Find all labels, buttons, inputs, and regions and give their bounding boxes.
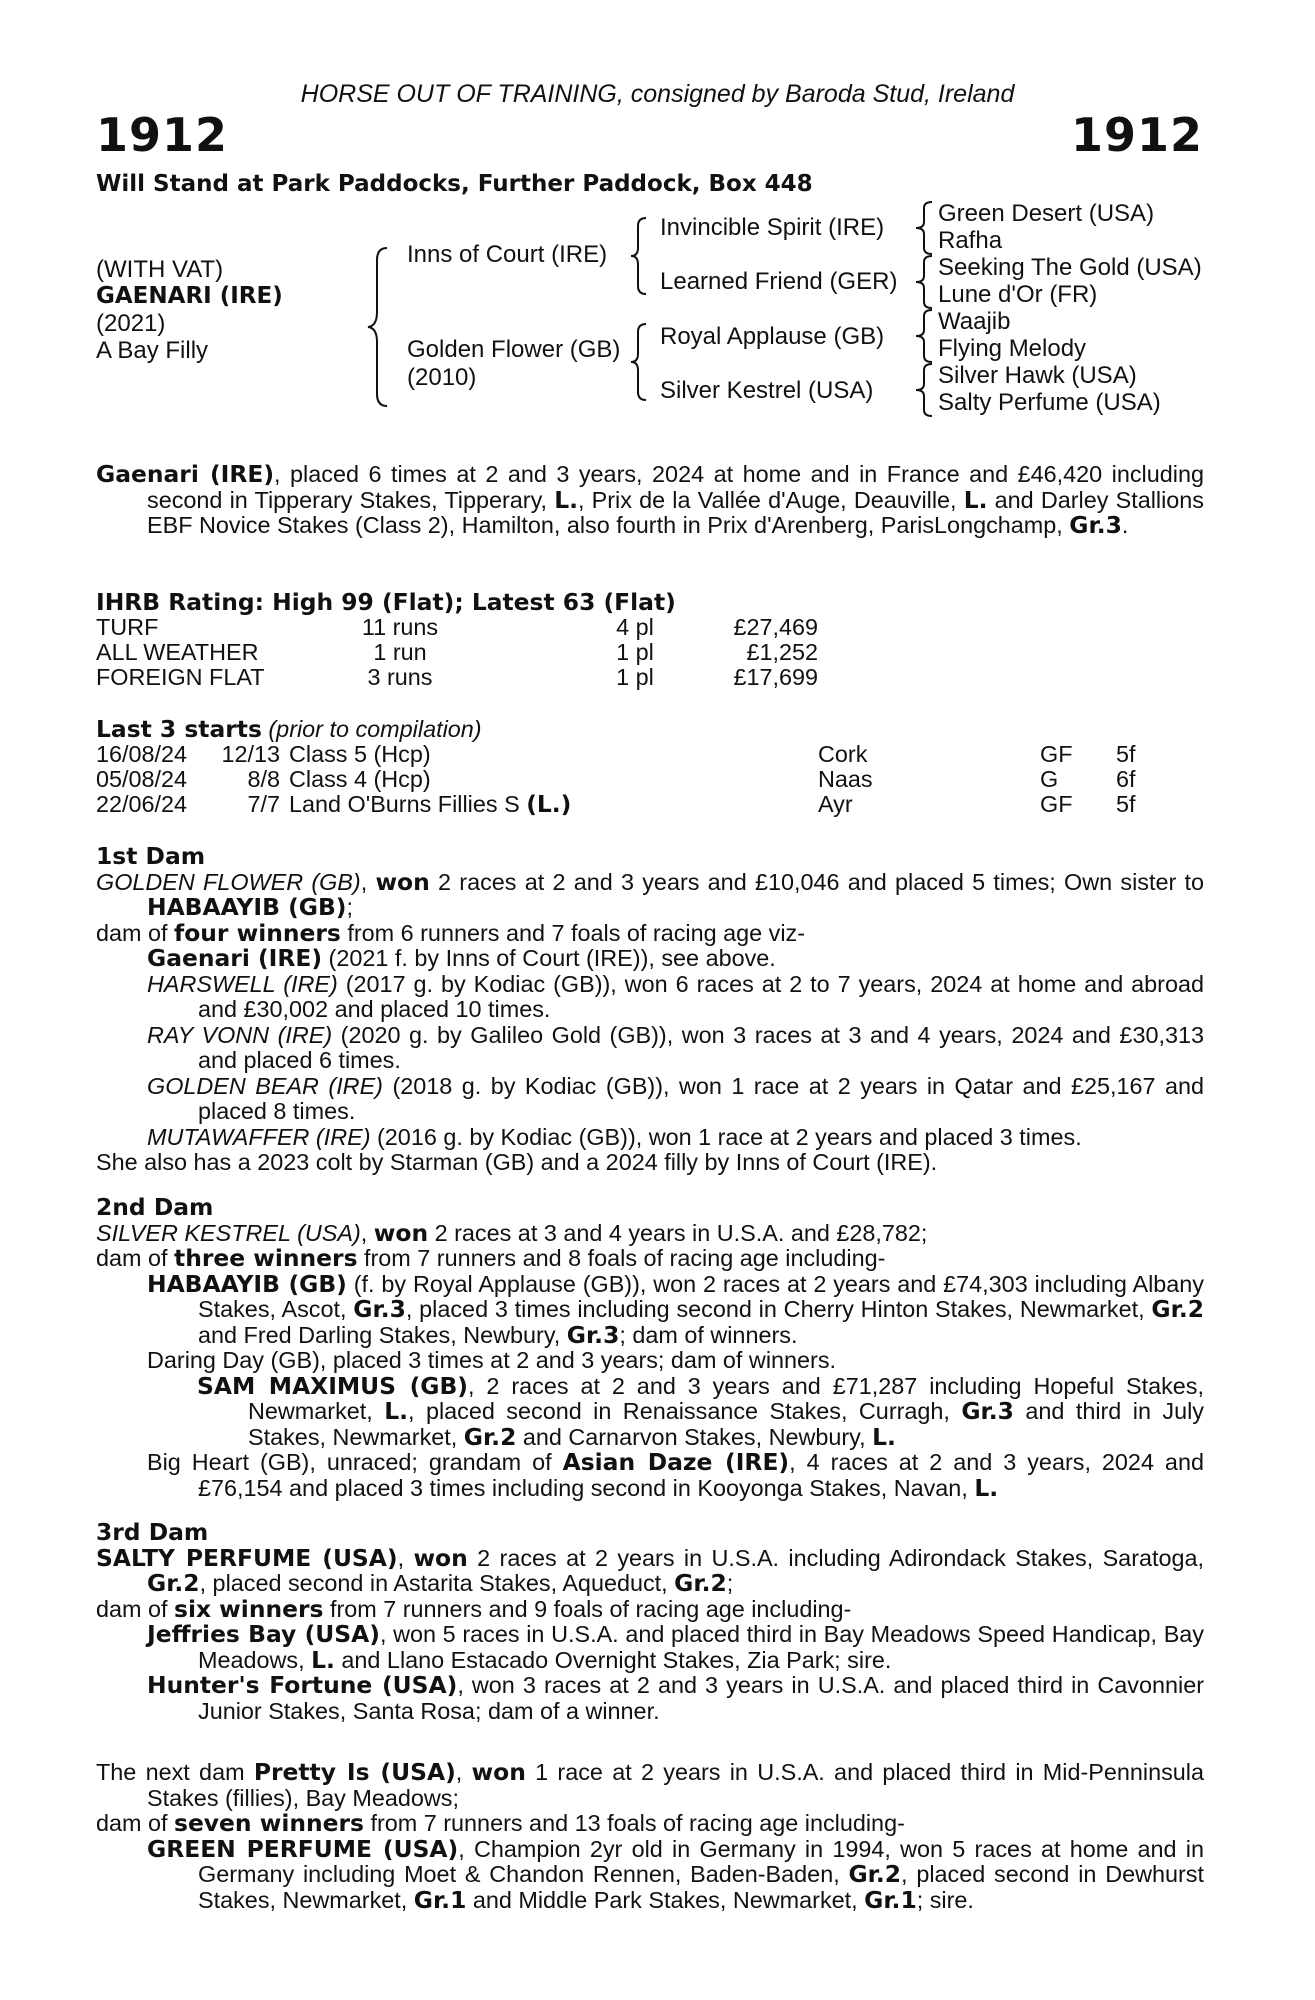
sire-dam: Learned Friend (GER) — [660, 268, 898, 295]
rating-title: IHRB Rating: High 99 (Flat); Latest 63 (Flat) — [96, 588, 676, 616]
list-item: Jeffries Bay (USA), won 5 races in U.S.A. and placed third in Bay Meadows Speed Handicap, Bay Meadows, L. and Llano Estacado Overnight Stakes, Zia Park; sire. — [147, 1620, 1204, 1674]
consignment-note: HORSE OUT OF TRAINING, consigned by Baroda Stud, Ireland — [300, 80, 1015, 108]
start-course: Naas — [818, 766, 873, 792]
horse-year: (2021) — [96, 310, 166, 337]
start-race: Class 5 (Hcp) — [289, 741, 431, 767]
starts-title: Last 3 starts (prior to compilation) — [96, 715, 482, 743]
dam-name: Golden Flower (GB) — [407, 336, 621, 363]
list-item: MUTAWAFFER (IRE) (2016 g. by Kodiac (GB)), won 1 race at 2 years and placed 3 times. — [147, 1123, 1082, 1150]
first-dam-name: GOLDEN FLOWER (GB) — [96, 868, 361, 895]
list-item: HABAAYIB (GB) (f. by Royal Applause (GB)), won 2 races at 2 years and £74,303 including Albany Stakes, Ascot, Gr.3, placed 3 times including second in Cherry Hinton Stakes, Newmarket, Gr.2 and Fred Darling Stakes, Newbury, Gr.3; dam of winners. — [147, 1269, 1204, 1349]
sire-name: Inns of Court (IRE) — [407, 241, 608, 268]
list-item: Gaenari (IRE) (2021 f. by Inns of Court (IRE)), see above. — [147, 944, 776, 972]
ggp-5: Waajib — [938, 308, 1011, 335]
ggp-6: Flying Melody — [938, 335, 1087, 362]
summary-horse-name: Gaenari (IRE) — [96, 460, 275, 488]
third-dam-heading: 3rd Dam — [96, 1518, 209, 1546]
first-dam-heading: 1st Dam — [96, 842, 206, 870]
brace-g2 — [912, 254, 936, 310]
start-going: GF — [1040, 791, 1073, 817]
list-item: HARSWELL (IRE) (2017 g. by Kodiac (GB)), won 6 races at 2 to 7 years, 2024 at home and abroad and £30,002 and placed 10 times. — [147, 970, 1204, 1022]
ggp-3: Seeking The Gold (USA) — [938, 254, 1202, 281]
horse-description: A Bay Filly — [96, 337, 209, 364]
brace-g1 — [912, 200, 936, 256]
list-item: Daring Day (GB), placed 3 times at 2 and 3 years; dam of winners. — [147, 1347, 837, 1373]
dam-sire: Royal Applause (GB) — [660, 323, 885, 350]
lot-number-left: 1912 — [96, 108, 229, 162]
rating-surface: FOREIGN FLAT — [96, 664, 265, 690]
dam-dam: Silver Kestrel (USA) — [660, 377, 874, 404]
sire-brace — [628, 216, 650, 296]
list-item: GREEN PERFUME (USA), Champion 2yr old in Germany in 1994, won 5 races at home and in Germany including Moet & Chandon Rennen, Baden-Baden, Gr.2, placed second in Dewhurst Stakes, Newmarket, Gr.1 and Middle Park Stakes, Newmarket, Gr.1; sire. — [147, 1834, 1204, 1914]
start-date: 22/06/24 — [96, 791, 188, 817]
start-going: GF — [1040, 741, 1073, 767]
start-distance: 5f — [1116, 791, 1136, 817]
next-dam-name: Pretty Is (USA) — [253, 1758, 456, 1786]
horse-name: GAENARI (IRE) — [96, 283, 283, 309]
list-item: Hunter's Fortune (USA), won 3 races at 2 and 3 years in U.S.A. and placed third in Cavonnier Junior Stakes, Santa Rosa; dam of a winner. — [147, 1671, 1204, 1724]
rating-placed: 1 pl — [616, 664, 654, 690]
rating-placed: 1 pl — [616, 639, 654, 665]
ggp-8: Salty Perfume (USA) — [938, 389, 1161, 416]
start-position: 7/7 — [247, 791, 280, 817]
third-dam-name: SALTY PERFUME (USA) — [96, 1543, 398, 1572]
list-item: RAY VONN (IRE) (2020 g. by Galileo Gold (GB)), won 3 races at 3 and 4 years, 2024 and £30,313 and placed 6 times. — [147, 1021, 1204, 1073]
second-dam-name: SILVER KESTREL (USA) — [96, 1219, 361, 1246]
ggp-4: Lune d'Or (FR) — [938, 281, 1098, 308]
third-dam-section: 3rd Dam SALTY PERFUME (USA), won 2 races at 2 years in U.S.A. including Adirondack Stakes, Saratoga, Gr.2, placed second in Astarita Stakes, Aqueduct, Gr.2; dam of six winners from 7 runners and 9 foals of racing age including- Jeffries Bay (USA), won 5 races in U.S.A. and placed third in Bay Meadows Speed Handicap, Bay Meadows, L. and Llano Estacado Overnight Stakes, Zia Park; sire. Hunter's Fortune (USA), won 3 races at 2 and 3 years in U.S.A. and placed third in Cavonnier Junior Stakes, Santa Rosa; dam of a winner. — [96, 1518, 1205, 1724]
start-date: 05/08/24 — [96, 766, 188, 792]
rating-runs: 1 run — [373, 639, 427, 665]
rating-runs: 3 runs — [367, 664, 433, 690]
pedigree-main-brace — [363, 246, 393, 408]
dam-year: (2010) — [407, 364, 477, 391]
race-summary: Gaenari (IRE), placed 6 times at 2 and 3 years, 2024 at home and in France and £46,420 including second in Tipperary Stakes, Tipperary, L., Prix de la Vallée d'Auge, Deauville, L. and Darley Stallions EBF Novice Stakes (Class 2), Hamilton, also fourth in Prix d'Arenberg, ParisLongchamp, Gr.3. — [96, 460, 1204, 539]
start-position: 8/8 — [247, 766, 280, 792]
ggp-2: Rafha — [938, 227, 1003, 254]
list-item: Big Heart (GB), unraced; grandam of Asian Daze (IRE), 4 races at 2 and 3 years, 2024 and £76,154 and placed 3 times including second in Kooyonga Stakes, Navan, L. — [147, 1448, 1204, 1502]
sire-sire: Invincible Spirit (IRE) — [660, 214, 885, 241]
start-course: Ayr — [818, 791, 853, 817]
start-course: Cork — [818, 741, 868, 767]
rating-earnings: £17,699 — [733, 664, 818, 690]
rating-runs: 11 runs — [361, 614, 439, 640]
start-date: 16/08/24 — [96, 741, 188, 767]
list-item: GOLDEN BEAR (IRE) (2018 g. by Kodiac (GB)), won 1 race at 2 years in Qatar and £25,167 and placed 8 times. — [147, 1072, 1205, 1124]
start-race: Class 4 (Hcp) — [289, 766, 431, 792]
list-item: SAM MAXIMUS (GB), 2 races at 2 and 3 years and £71,287 including Hopeful Stakes, Newmarket, L., placed second in Renaissance Stakes, Curragh, Gr.3 and third in July Stakes, Newmarket, Gr.2 and Carnarvon Stakes, Newbury, L. — [197, 1371, 1204, 1451]
rating-surface: TURF — [96, 614, 159, 640]
second-dam-heading: 2nd Dam — [96, 1193, 214, 1221]
dam-brace — [628, 322, 650, 402]
rating-earnings: £1,252 — [746, 639, 818, 665]
lot-number-right: 1912 — [1070, 108, 1203, 162]
ggp-7: Silver Hawk (USA) — [938, 362, 1137, 389]
stand-location: Will Stand at Park Paddocks, Further Paddock, Box 448 — [96, 171, 813, 197]
rating-surface: ALL WEATHER — [96, 639, 259, 665]
start-going: G — [1040, 766, 1059, 792]
rating-placed: 4 pl — [616, 614, 654, 640]
first-dam-section: 1st Dam GOLDEN FLOWER (GB), won 2 races at 2 and 3 years and £10,046 and placed 5 times; Own sister to HABAAYIB (GB); dam of four winners from 6 runners and 7 foals of racing age viz- Gaenari (IRE) (2021 f. by Inns of Court (IRE)), see above. HARSWELL (IRE) (2017 g. by Kodiac (GB)), won 6 races at 2 to 7 years, 2024 at home and abroad and £30,002 and placed 10 times. RAY VONN (IRE) (2020 g. by Galileo Gold (GB)), won 3 races at 3 and 4 years, 2024 and £30,313 and placed 6 times. GOLDEN BEAR (IRE) (2018 g. by Kodiac (GB)), won 1 race at 2 years in Qatar and £25,167 and placed 8 times. MUTAWAFFER (IRE) (2016 g. by Kodiac (GB)), won 1 race at 2 years and placed 3 times. She also has a 2023 colt by Starman (GB) and a 2024 filly by Inns of Court (IRE). — [96, 842, 1205, 1175]
start-distance: 5f — [1116, 741, 1136, 767]
start-distance: 6f — [1116, 766, 1136, 792]
ggp-1: Green Desert (USA) — [938, 200, 1155, 227]
start-position: 12/13 — [221, 741, 280, 767]
brace-g4 — [912, 362, 936, 418]
vat-note: (WITH VAT) — [96, 256, 224, 283]
second-dam-section: 2nd Dam SILVER KESTREL (USA), won 2 races at 3 and 4 years in U.S.A. and £28,782; dam of three winners from 7 runners and 8 foals of racing age including- HABAAYIB (GB) (f. by Royal Applause (GB)), won 2 races at 2 years and £74,303 including Albany Stakes, Ascot, Gr.3, placed 3 times including second in Cherry Hinton Stakes, Newmarket, Gr.2 and Fred Darling Stakes, Newbury, Gr.3; dam of winners. Daring Day (GB), placed 3 times at 2 and 3 years; dam of winners. SAM MAXIMUS (GB), 2 races at 2 and 3 years and £71,287 including Hopeful Stakes, Newmarket, L., placed second in Renaissance Stakes, Curragh, Gr.3 and third in July Stakes, Newmarket, Gr.2 and Carnarvon Stakes, Newbury, L. Big Heart (GB), unraced; grandam of Asian Daze (IRE), 4 races at 2 and 3 years, 2024 and £76,154 and placed 3 times including second in Kooyonga Stakes, Navan, L. — [96, 1193, 1204, 1502]
next-dam-section: The next dam Pretty Is (USA), won 1 race at 2 years in U.S.A. and placed third in Mid-Penninsula Stakes (fillies), Bay Meadows; dam of seven winners from 7 runners and 13 foals of racing age including- GREEN PERFUME (USA), Champion 2yr old in Germany in 1994, won 5 races at home and in Germany including Moet & Chandon Rennen, Baden-Baden, Gr.2, placed second in Dewhurst Stakes, Newmarket, Gr.1 and Middle Park Stakes, Newmarket, Gr.1; sire. — [96, 1758, 1205, 1914]
start-race: Land O'Burns Fillies S (L.) — [289, 790, 572, 818]
brace-g3 — [912, 308, 936, 364]
rating-earnings: £27,469 — [733, 614, 818, 640]
